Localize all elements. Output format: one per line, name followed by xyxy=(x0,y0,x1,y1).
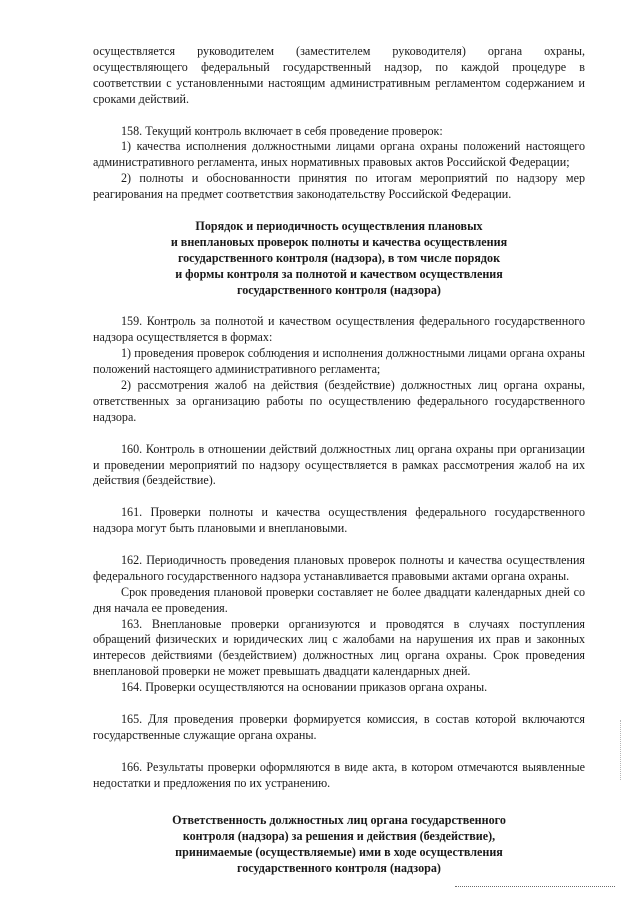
paragraph-159-item-2: 2) рассмотрения жалоб на действия (бездействие) должностных лиц органа охраны, ответственных за организацию работы по осуществлению федерального государственного надзора. xyxy=(93,377,585,424)
document-body xyxy=(93,44,585,877)
paragraph-165: 165. Для проведения проверки формируется комиссия, в состав которой включаются государственные служащие органа охраны. xyxy=(93,711,585,742)
footer-divider xyxy=(455,886,615,887)
paragraph-162-term: Срок проведения плановой проверки составляет не более двадцати календарных дней со дня начала ее проведения. xyxy=(93,584,585,615)
heading-line: государственного контроля (надзора) xyxy=(237,282,441,297)
section-heading-responsibility xyxy=(93,813,585,877)
paragraph-160: 160. Контроль в отношении действий должностных лиц органа охраны при организации и проведении мероприятий по надзору осуществляется в рамках рассмотрения жалоб на их действия (бездействие). xyxy=(93,441,585,488)
heading-line: контроля (надзора) за решения и действия (бездействие), xyxy=(182,829,496,844)
heading-line: и внеплановых проверок полноты и качества осуществления xyxy=(170,234,508,249)
paragraph-intro: осуществляется руководителем (заместителем руководителя) органа охраны, осуществляющего федеральный государственный надзор, по каждой процедуре в соответствии с установленными настоящим административным регламентом содержанием и сроками действий. xyxy=(93,44,585,106)
section-heading-inspections xyxy=(93,219,585,299)
heading-line: государственного контроля (надзора) xyxy=(237,861,441,876)
paragraph-162: 162. Периодичность проведения плановых проверок полноты и качества осуществления федерального государственного надзора устанавливается правовыми актами органа охраны. xyxy=(93,552,585,583)
paragraph-163: 163. Внеплановые проверки организуются и проводятся в случаях поступления обращений физических и юридических лиц с жалобами на нарушения их прав и законных интересов действиями (бездействием) должностных лиц органа охраны. Срок проведения внеплановой проверки не может превышать двадцати календарных дней. xyxy=(93,616,585,679)
paragraph-159: 159. Контроль за полнотой и качеством осуществления федерального государственного надзора осуществляется в формах: xyxy=(93,314,585,345)
heading-line: и формы контроля за полнотой и качеством осуществления xyxy=(175,266,503,281)
paragraph-158-item-1: 1) качества исполнения должностными лицами органа охраны положений настоящего административного регламента, иных нормативных правовых актов Российской Федерации; xyxy=(93,139,585,170)
paragraph-164: 164. Проверки осуществляются на основании приказов органа охраны. xyxy=(121,680,488,695)
heading-line: Ответственность должностных лиц органа государственного xyxy=(172,813,506,828)
scan-margin-mark xyxy=(620,720,621,780)
paragraph-159-item-1: 1) проведения проверок соблюдения и исполнения должностными лицами органа охраны положений настоящего административного регламента; xyxy=(93,346,585,377)
heading-line: государственного контроля (надзора), в том числе порядок xyxy=(177,250,501,265)
paragraph-158: 158. Текущий контроль включает в себя проведение проверок: xyxy=(121,123,443,138)
heading-line: принимаемые (осуществляемые) ими в ходе осуществления xyxy=(175,845,503,860)
paragraph-158-item-2: 2) полноты и обоснованности принятия по итогам мероприятий по надзору мер реагирования на предмет соответствия законодательству Российской Федерации. xyxy=(93,171,585,202)
paragraph-166: 166. Результаты проверки оформляются в виде акта, в котором отмечаются выявленные недостатки и предложения по их устранению. xyxy=(93,759,585,790)
paragraph-161: 161. Проверки полноты и качества осуществления федерального государственного надзора могут быть плановыми и внеплановыми. xyxy=(93,505,585,536)
heading-line: Порядок и периодичность осуществления плановых xyxy=(195,218,483,233)
